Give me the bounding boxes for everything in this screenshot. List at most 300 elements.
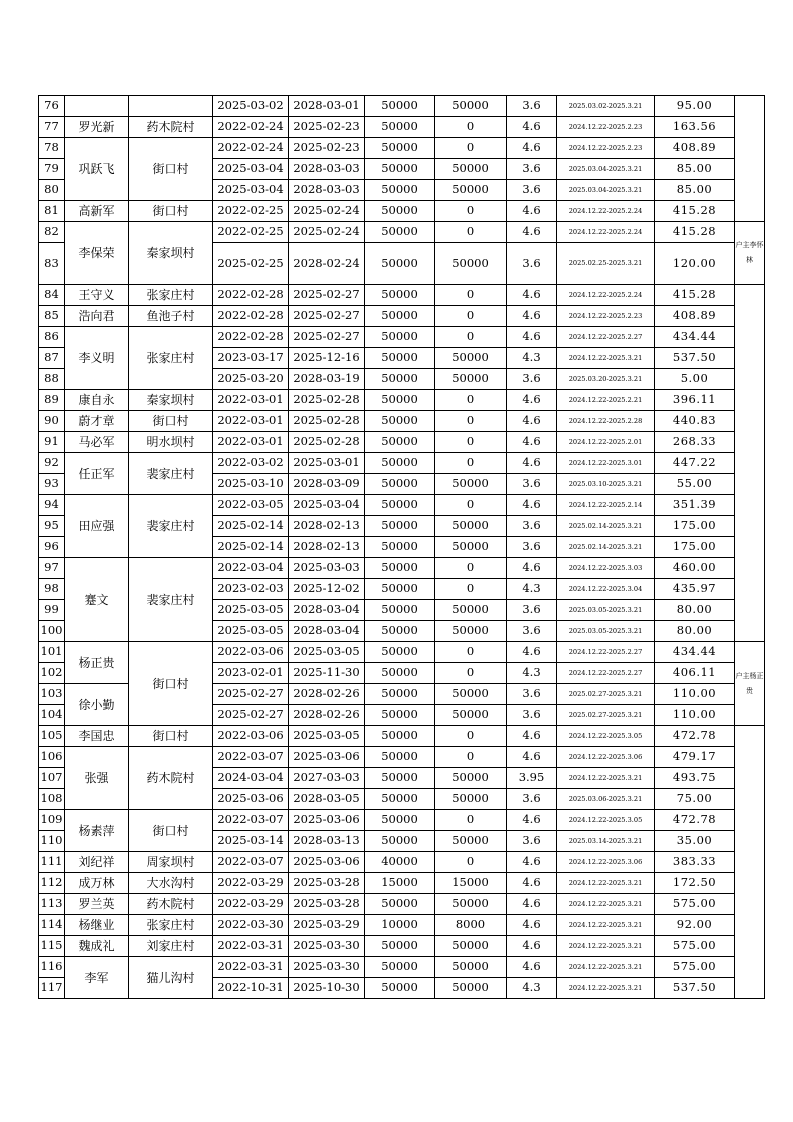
row-number: 88	[39, 369, 65, 390]
row-number: 112	[39, 873, 65, 894]
interest-rate: 3.6	[507, 474, 557, 495]
row-number: 97	[39, 558, 65, 579]
interest-rate: 3.6	[507, 516, 557, 537]
row-number: 113	[39, 894, 65, 915]
loan-start-date: 2025-03-04	[213, 159, 289, 180]
interest-rate: 4.6	[507, 138, 557, 159]
loan-end-date: 2025-03-03	[289, 558, 365, 579]
interest-amount: 163.56	[655, 117, 735, 138]
row-number: 83	[39, 243, 65, 285]
interest-amount: 408.89	[655, 306, 735, 327]
loan-amount: 50000	[365, 180, 435, 201]
interest-amount: 575.00	[655, 957, 735, 978]
table-row	[39, 726, 765, 747]
loan-amount: 50000	[365, 243, 435, 285]
loan-end-date: 2025-02-27	[289, 285, 365, 306]
loan-end-date: 2025-03-30	[289, 936, 365, 957]
loan-end-date: 2025-03-04	[289, 495, 365, 516]
loan-start-date: 2022-10-31	[213, 978, 289, 999]
interest-period: 2025.02.14-2025.3.21	[557, 516, 655, 537]
row-number: 91	[39, 432, 65, 453]
interest-period: 2024.12.22-2025.3.21	[557, 768, 655, 789]
interest-rate: 3.6	[507, 789, 557, 810]
borrower-name: 蹇文	[65, 558, 129, 642]
loan-amount: 50000	[365, 663, 435, 684]
loan-start-date: 2022-03-04	[213, 558, 289, 579]
loan-start-date: 2025-02-27	[213, 705, 289, 726]
interest-period: 2025.02.14-2025.3.21	[557, 537, 655, 558]
loan-end-date: 2028-03-19	[289, 369, 365, 390]
interest-rate: 3.6	[507, 159, 557, 180]
loan-start-date: 2022-02-24	[213, 138, 289, 159]
row-number: 86	[39, 327, 65, 348]
interest-rate: 4.6	[507, 453, 557, 474]
interest-period: 2024.12.22-2025.3.21	[557, 873, 655, 894]
row-number: 100	[39, 621, 65, 642]
borrower-name: 蔚才章	[65, 411, 129, 432]
interest-amount: 479.17	[655, 747, 735, 768]
loan-balance: 0	[435, 810, 507, 831]
interest-amount: 75.00	[655, 789, 735, 810]
row-number: 77	[39, 117, 65, 138]
interest-amount: 35.00	[655, 831, 735, 852]
table-row	[39, 495, 765, 516]
interest-amount: 120.00	[655, 243, 735, 285]
interest-period: 2025.03.20-2025.3.21	[557, 369, 655, 390]
table-row	[39, 852, 765, 873]
loan-start-date: 2022-02-25	[213, 222, 289, 243]
loan-start-date: 2022-03-07	[213, 747, 289, 768]
loan-start-date: 2022-03-01	[213, 411, 289, 432]
table-row	[39, 432, 765, 453]
loan-balance: 0	[435, 222, 507, 243]
loan-start-date: 2025-03-05	[213, 621, 289, 642]
interest-rate: 4.6	[507, 117, 557, 138]
loan-start-date: 2023-02-03	[213, 579, 289, 600]
remark	[735, 96, 765, 222]
loan-balance: 50000	[435, 369, 507, 390]
loan-start-date: 2025-02-27	[213, 684, 289, 705]
loan-start-date: 2025-02-14	[213, 516, 289, 537]
interest-amount: 537.50	[655, 348, 735, 369]
loan-balance: 0	[435, 306, 507, 327]
loan-end-date: 2025-11-30	[289, 663, 365, 684]
interest-rate: 4.6	[507, 558, 557, 579]
loan-amount: 10000	[365, 915, 435, 936]
interest-rate: 3.6	[507, 684, 557, 705]
loan-end-date: 2028-03-01	[289, 96, 365, 117]
loan-end-date: 2028-03-04	[289, 621, 365, 642]
interest-amount: 55.00	[655, 474, 735, 495]
loan-balance: 15000	[435, 873, 507, 894]
borrower-name: 李义明	[65, 327, 129, 390]
loan-amount: 50000	[365, 684, 435, 705]
village-name: 张家庄村	[129, 915, 213, 936]
interest-amount: 440.83	[655, 411, 735, 432]
interest-amount: 434.44	[655, 327, 735, 348]
interest-rate: 4.3	[507, 579, 557, 600]
loan-amount: 50000	[365, 117, 435, 138]
loan-start-date: 2025-03-06	[213, 789, 289, 810]
loan-start-date: 2022-02-28	[213, 285, 289, 306]
interest-period: 2024.12.22-2025.2.28	[557, 411, 655, 432]
borrower-name: 李军	[65, 957, 129, 999]
interest-amount: 92.00	[655, 915, 735, 936]
loan-amount: 50000	[365, 138, 435, 159]
loan-balance: 0	[435, 579, 507, 600]
interest-period: 2024.12.22-2025.3.03	[557, 558, 655, 579]
interest-amount: 383.33	[655, 852, 735, 873]
row-number: 106	[39, 747, 65, 768]
row-number: 98	[39, 579, 65, 600]
loan-interest-table	[38, 95, 765, 999]
borrower-name: 马必军	[65, 432, 129, 453]
loan-balance: 50000	[435, 957, 507, 978]
interest-amount: 110.00	[655, 684, 735, 705]
interest-rate: 3.6	[507, 96, 557, 117]
interest-period: 2024.12.22-2025.3.21	[557, 915, 655, 936]
table-row	[39, 390, 765, 411]
loan-balance: 0	[435, 558, 507, 579]
table-row	[39, 201, 765, 222]
loan-end-date: 2028-03-04	[289, 600, 365, 621]
interest-amount: 408.89	[655, 138, 735, 159]
loan-amount: 50000	[365, 705, 435, 726]
interest-period: 2024.12.22-2025.2.23	[557, 117, 655, 138]
interest-period: 2024.12.22-2025.3.21	[557, 957, 655, 978]
interest-period: 2024.12.22-2025.2.24	[557, 222, 655, 243]
interest-amount: 415.28	[655, 285, 735, 306]
interest-rate: 4.6	[507, 495, 557, 516]
loan-amount: 50000	[365, 558, 435, 579]
interest-period: 2024.12.22-2025.2.14	[557, 495, 655, 516]
loan-balance: 50000	[435, 831, 507, 852]
village-name: 刘家庄村	[129, 936, 213, 957]
interest-amount: 472.78	[655, 726, 735, 747]
village-name: 街口村	[129, 138, 213, 201]
loan-start-date: 2022-03-31	[213, 936, 289, 957]
row-number: 99	[39, 600, 65, 621]
village-name: 大水沟村	[129, 873, 213, 894]
loan-amount: 50000	[365, 894, 435, 915]
village-name: 周家坝村	[129, 852, 213, 873]
village-name	[129, 96, 213, 117]
loan-start-date: 2022-03-31	[213, 957, 289, 978]
loan-amount: 50000	[365, 327, 435, 348]
loan-end-date: 2025-12-16	[289, 348, 365, 369]
borrower-name: 刘纪祥	[65, 852, 129, 873]
row-number: 117	[39, 978, 65, 999]
loan-end-date: 2025-03-29	[289, 915, 365, 936]
interest-amount: 175.00	[655, 537, 735, 558]
interest-amount: 351.39	[655, 495, 735, 516]
loan-amount: 50000	[365, 957, 435, 978]
interest-period: 2025.03.05-2025.3.21	[557, 621, 655, 642]
loan-amount: 50000	[365, 474, 435, 495]
loan-amount: 50000	[365, 579, 435, 600]
loan-end-date: 2028-02-13	[289, 537, 365, 558]
row-number: 87	[39, 348, 65, 369]
row-number: 104	[39, 705, 65, 726]
borrower-name: 罗光新	[65, 117, 129, 138]
row-number: 80	[39, 180, 65, 201]
interest-amount: 80.00	[655, 621, 735, 642]
interest-period: 2025.03.14-2025.3.21	[557, 831, 655, 852]
interest-rate: 4.6	[507, 411, 557, 432]
interest-rate: 3.6	[507, 180, 557, 201]
loan-balance: 0	[435, 495, 507, 516]
interest-period: 2024.12.22-2025.2.27	[557, 663, 655, 684]
interest-amount: 95.00	[655, 96, 735, 117]
loan-start-date: 2025-03-02	[213, 96, 289, 117]
loan-end-date: 2025-03-05	[289, 642, 365, 663]
loan-end-date: 2025-03-28	[289, 894, 365, 915]
loan-end-date: 2025-03-30	[289, 957, 365, 978]
row-number: 110	[39, 831, 65, 852]
interest-rate: 3.95	[507, 768, 557, 789]
interest-rate: 4.6	[507, 852, 557, 873]
loan-end-date: 2025-03-05	[289, 726, 365, 747]
row-number: 114	[39, 915, 65, 936]
village-name: 街口村	[129, 642, 213, 726]
loan-end-date: 2027-03-03	[289, 768, 365, 789]
table-row	[39, 327, 765, 348]
interest-period: 2024.12.22-2025.3.21	[557, 348, 655, 369]
interest-period: 2025.03.04-2025.3.21	[557, 180, 655, 201]
village-name: 街口村	[129, 810, 213, 852]
interest-rate: 4.6	[507, 327, 557, 348]
loan-amount: 50000	[365, 453, 435, 474]
loan-start-date: 2025-03-10	[213, 474, 289, 495]
table-row	[39, 810, 765, 831]
borrower-name: 任正军	[65, 453, 129, 495]
interest-amount: 80.00	[655, 600, 735, 621]
loan-start-date: 2025-02-25	[213, 243, 289, 285]
loan-balance: 0	[435, 411, 507, 432]
interest-period: 2024.12.22-2025.3.06	[557, 747, 655, 768]
loan-start-date: 2022-02-24	[213, 117, 289, 138]
interest-period: 2024.12.22-2025.3.21	[557, 894, 655, 915]
interest-rate: 4.6	[507, 390, 557, 411]
loan-end-date: 2028-02-26	[289, 705, 365, 726]
interest-period: 2025.02.25-2025.3.21	[557, 243, 655, 285]
borrower-name: 成万林	[65, 873, 129, 894]
interest-amount: 472.78	[655, 810, 735, 831]
row-number: 108	[39, 789, 65, 810]
loan-end-date: 2025-03-06	[289, 852, 365, 873]
loan-start-date: 2025-03-05	[213, 600, 289, 621]
loan-amount: 50000	[365, 747, 435, 768]
remark: 户主李怀林	[735, 222, 765, 285]
interest-amount: 447.22	[655, 453, 735, 474]
village-name: 药木院村	[129, 747, 213, 810]
loan-amount: 50000	[365, 348, 435, 369]
row-number: 111	[39, 852, 65, 873]
loan-balance: 50000	[435, 348, 507, 369]
loan-end-date: 2028-02-24	[289, 243, 365, 285]
village-name: 猫儿沟村	[129, 957, 213, 999]
table-row	[39, 747, 765, 768]
loan-amount: 50000	[365, 159, 435, 180]
interest-rate: 4.6	[507, 873, 557, 894]
village-name: 张家庄村	[129, 327, 213, 390]
loan-amount: 50000	[365, 222, 435, 243]
interest-amount: 5.00	[655, 369, 735, 390]
loan-amount: 50000	[365, 201, 435, 222]
row-number: 76	[39, 96, 65, 117]
interest-rate: 4.6	[507, 222, 557, 243]
loan-amount: 50000	[365, 96, 435, 117]
row-number: 82	[39, 222, 65, 243]
loan-start-date: 2025-02-14	[213, 537, 289, 558]
interest-rate: 3.6	[507, 243, 557, 285]
table-row	[39, 96, 765, 117]
row-number: 95	[39, 516, 65, 537]
village-name: 街口村	[129, 411, 213, 432]
loan-amount: 15000	[365, 873, 435, 894]
loan-start-date: 2022-03-30	[213, 915, 289, 936]
row-number: 93	[39, 474, 65, 495]
borrower-name: 浩向君	[65, 306, 129, 327]
interest-amount: 415.28	[655, 201, 735, 222]
table-row	[39, 285, 765, 306]
loan-balance: 50000	[435, 600, 507, 621]
interest-period: 2024.12.22-2025.2.21	[557, 390, 655, 411]
loan-end-date: 2025-02-24	[289, 201, 365, 222]
loan-start-date: 2025-03-04	[213, 180, 289, 201]
borrower-name: 徐小勤	[65, 684, 129, 726]
loan-amount: 40000	[365, 852, 435, 873]
table-row	[39, 411, 765, 432]
loan-end-date: 2025-03-28	[289, 873, 365, 894]
loan-balance: 0	[435, 390, 507, 411]
interest-period: 2024.12.22-2025.2.23	[557, 138, 655, 159]
interest-period: 2025.03.06-2025.3.21	[557, 789, 655, 810]
interest-amount: 85.00	[655, 159, 735, 180]
loan-end-date: 2028-03-09	[289, 474, 365, 495]
interest-period: 2025.02.27-2025.3.21	[557, 705, 655, 726]
loan-balance: 0	[435, 726, 507, 747]
loan-balance: 50000	[435, 768, 507, 789]
borrower-name: 罗兰英	[65, 894, 129, 915]
interest-rate: 4.3	[507, 978, 557, 999]
borrower-name: 高新军	[65, 201, 129, 222]
interest-period: 2024.12.22-2025.3.01	[557, 453, 655, 474]
village-name: 街口村	[129, 726, 213, 747]
village-name: 鱼池子村	[129, 306, 213, 327]
loan-end-date: 2025-10-30	[289, 978, 365, 999]
interest-rate: 4.3	[507, 663, 557, 684]
interest-amount: 434.44	[655, 642, 735, 663]
interest-amount: 415.28	[655, 222, 735, 243]
loan-balance: 50000	[435, 159, 507, 180]
loan-balance: 0	[435, 642, 507, 663]
table-row	[39, 117, 765, 138]
interest-rate: 4.6	[507, 642, 557, 663]
loan-amount: 50000	[365, 978, 435, 999]
interest-amount: 435.97	[655, 579, 735, 600]
village-name: 街口村	[129, 201, 213, 222]
interest-period: 2024.12.22-2025.3.21	[557, 978, 655, 999]
row-number: 96	[39, 537, 65, 558]
row-number: 79	[39, 159, 65, 180]
interest-rate: 3.6	[507, 831, 557, 852]
loan-balance: 50000	[435, 96, 507, 117]
loan-balance: 50000	[435, 936, 507, 957]
borrower-name: 康自永	[65, 390, 129, 411]
interest-period: 2025.03.10-2025.3.21	[557, 474, 655, 495]
loan-start-date: 2025-03-14	[213, 831, 289, 852]
interest-amount: 460.00	[655, 558, 735, 579]
loan-start-date: 2022-03-06	[213, 642, 289, 663]
interest-period: 2024.12.22-2025.3.21	[557, 936, 655, 957]
loan-amount: 50000	[365, 432, 435, 453]
loan-end-date: 2025-03-06	[289, 747, 365, 768]
loan-end-date: 2025-02-28	[289, 432, 365, 453]
table-row	[39, 558, 765, 579]
remark	[735, 285, 765, 642]
loan-balance: 0	[435, 432, 507, 453]
row-number: 81	[39, 201, 65, 222]
village-name: 明水坝村	[129, 432, 213, 453]
loan-start-date: 2022-02-25	[213, 201, 289, 222]
table-row	[39, 453, 765, 474]
loan-start-date: 2022-03-07	[213, 810, 289, 831]
interest-period: 2025.03.05-2025.3.21	[557, 600, 655, 621]
table-row	[39, 642, 765, 663]
interest-amount: 537.50	[655, 978, 735, 999]
interest-period: 2025.03.02-2025.3.21	[557, 96, 655, 117]
borrower-name: 杨继业	[65, 915, 129, 936]
loan-balance: 50000	[435, 621, 507, 642]
borrower-name: 田应强	[65, 495, 129, 558]
interest-period: 2024.12.22-2025.2.01	[557, 432, 655, 453]
village-name: 裴家庄村	[129, 453, 213, 495]
borrower-name: 巩跃飞	[65, 138, 129, 201]
loan-balance: 8000	[435, 915, 507, 936]
table-row	[39, 873, 765, 894]
loan-start-date: 2022-03-07	[213, 852, 289, 873]
loan-amount: 50000	[365, 390, 435, 411]
row-number: 84	[39, 285, 65, 306]
loan-balance: 50000	[435, 243, 507, 285]
loan-balance: 0	[435, 138, 507, 159]
interest-amount: 85.00	[655, 180, 735, 201]
loan-amount: 50000	[365, 285, 435, 306]
loan-start-date: 2025-03-20	[213, 369, 289, 390]
loan-balance: 0	[435, 117, 507, 138]
interest-rate: 4.6	[507, 810, 557, 831]
loan-start-date: 2022-03-29	[213, 894, 289, 915]
interest-rate: 4.6	[507, 432, 557, 453]
loan-start-date: 2022-03-05	[213, 495, 289, 516]
loan-amount: 50000	[365, 495, 435, 516]
interest-rate: 3.6	[507, 537, 557, 558]
loan-amount: 50000	[365, 726, 435, 747]
village-name: 药木院村	[129, 117, 213, 138]
loan-start-date: 2022-03-01	[213, 432, 289, 453]
interest-rate: 4.3	[507, 348, 557, 369]
interest-period: 2024.12.22-2025.2.24	[557, 201, 655, 222]
interest-amount: 172.50	[655, 873, 735, 894]
loan-balance: 50000	[435, 516, 507, 537]
borrower-name: 王守义	[65, 285, 129, 306]
interest-amount: 110.00	[655, 705, 735, 726]
interest-period: 2024.12.22-2025.2.27	[557, 327, 655, 348]
interest-period: 2024.12.22-2025.2.23	[557, 306, 655, 327]
interest-rate: 4.6	[507, 726, 557, 747]
loan-amount: 50000	[365, 306, 435, 327]
